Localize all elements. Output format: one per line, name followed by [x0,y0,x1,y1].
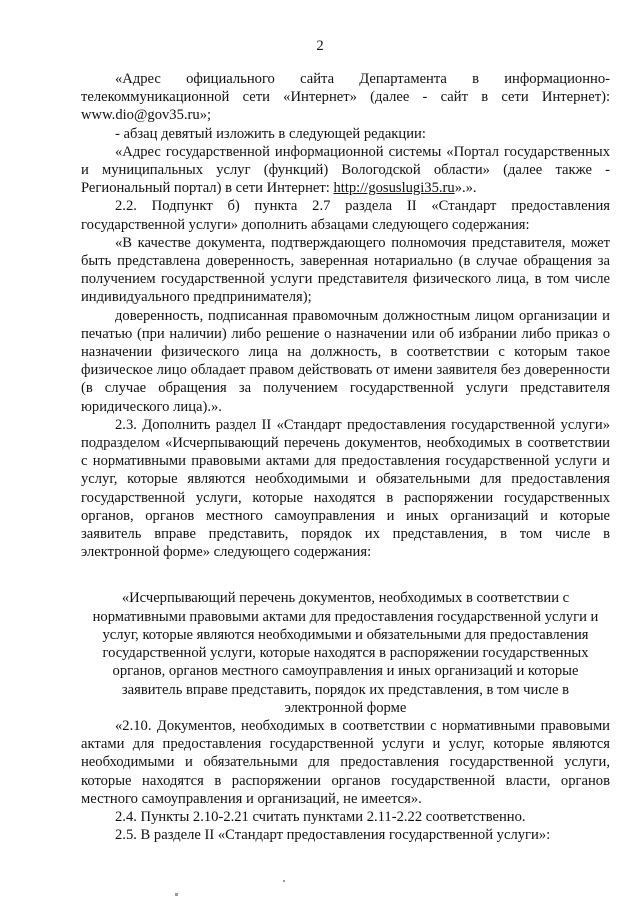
page-number: 2 [316,38,324,54]
paragraph-ninth-abzac: - абзац девятый изложить в следующей редакции: [115,125,426,142]
paragraph-2-3: 2.3. Дополнить раздел II «Стандарт предоставления государственной услуги» подразделом «Исчерпывающий перечень документов, необходимых в соответствии с нормативными правовыми актами для предоставления государственной услуги и услуг, которые являются необходимыми и обязательными для предоставления государственной услуги, которые находятся в распоряжении государственных органов, органов местного самоуправления и иных организаций и которые заявитель вправе представить, порядок их представления, в том числе в электронной форме» следующего содержания: [81,416,610,561]
paragraph-representative-document: «В качестве документа, подтверждающего полномочия представителя, может быть представлена доверенность, заверенная нотариально (в случае обращения за получением государственной услуги представителя физического лица, в том числе индивидуального предпринимателя); [81,234,610,306]
paragraph-2-4: 2.4. Пункты 2.10-2.21 считать пунктами 2.11-2.22 соответственно. [115,808,526,825]
paragraph-2-5: 2.5. В разделе II «Стандарт предоставления государственной услуги»: [115,827,551,844]
paragraph-site-address: «Адрес официального сайта Департамента в информационно-телекоммуникационной сети «Интернет» (далее - сайт в сети Интернет): www.dio@gov35.ru»; [81,71,610,124]
paragraph-2-2: 2.2. Подпункт б) пункта 2.7 раздела II «Стандарт предоставления государственной услуги» дополнить абзацами следующего содержания: [81,198,610,233]
portal-address-text: «Адрес государственной информационной системы «Портал государственных и муниципальных услуг (функций) Вологодской области» (далее также - Региональный портал) в сети Интернет: [81,143,610,197]
portal-link[interactable]: http://gosuslugi35.ru [333,180,455,197]
scan-speck [175,893,178,896]
spacer [81,561,610,589]
subsection-heading: «Исчерпывающий перечень документов, необходимых в соответствии с нормативными правовыми актами для предоставления государственной услуги и услуг, которые являются необходимыми и обязательными для предоставления государственной услуги, которые находятся в распоряжении государственных органов, органов местного самоуправления и иных организаций и которые заявитель вправе представить, порядок их представления, в том числе в электронной форме [92,590,599,716]
portal-address-end: ».». [454,180,477,197]
paragraph-portal-address [81,143,610,198]
paragraph-2-10: «2.10. Документов, необходимых в соответствии с нормативными правовыми актами для предоставления государственной услуги и услуг, которые являются необходимыми и обязательными для предоставления государственной услуги, которые находятся в распоряжении органов государственной власти, органов местного самоуправления и организаций, не имеется». [81,717,610,807]
scan-speck [283,880,285,882]
paragraph-power-of-attorney: доверенность, подписанная правомочным должностным лицом организации и печатью (при наличии) либо решение о назначении или об избрании либо приказ о назначении физического лица на должность, в соответствии с которым такое физическое лицо обладает правом действовать от имени заявителя без доверенности (в случае обращения за получением государственной услуги представителя юридического лица).». [81,307,610,415]
document-body [81,70,610,844]
